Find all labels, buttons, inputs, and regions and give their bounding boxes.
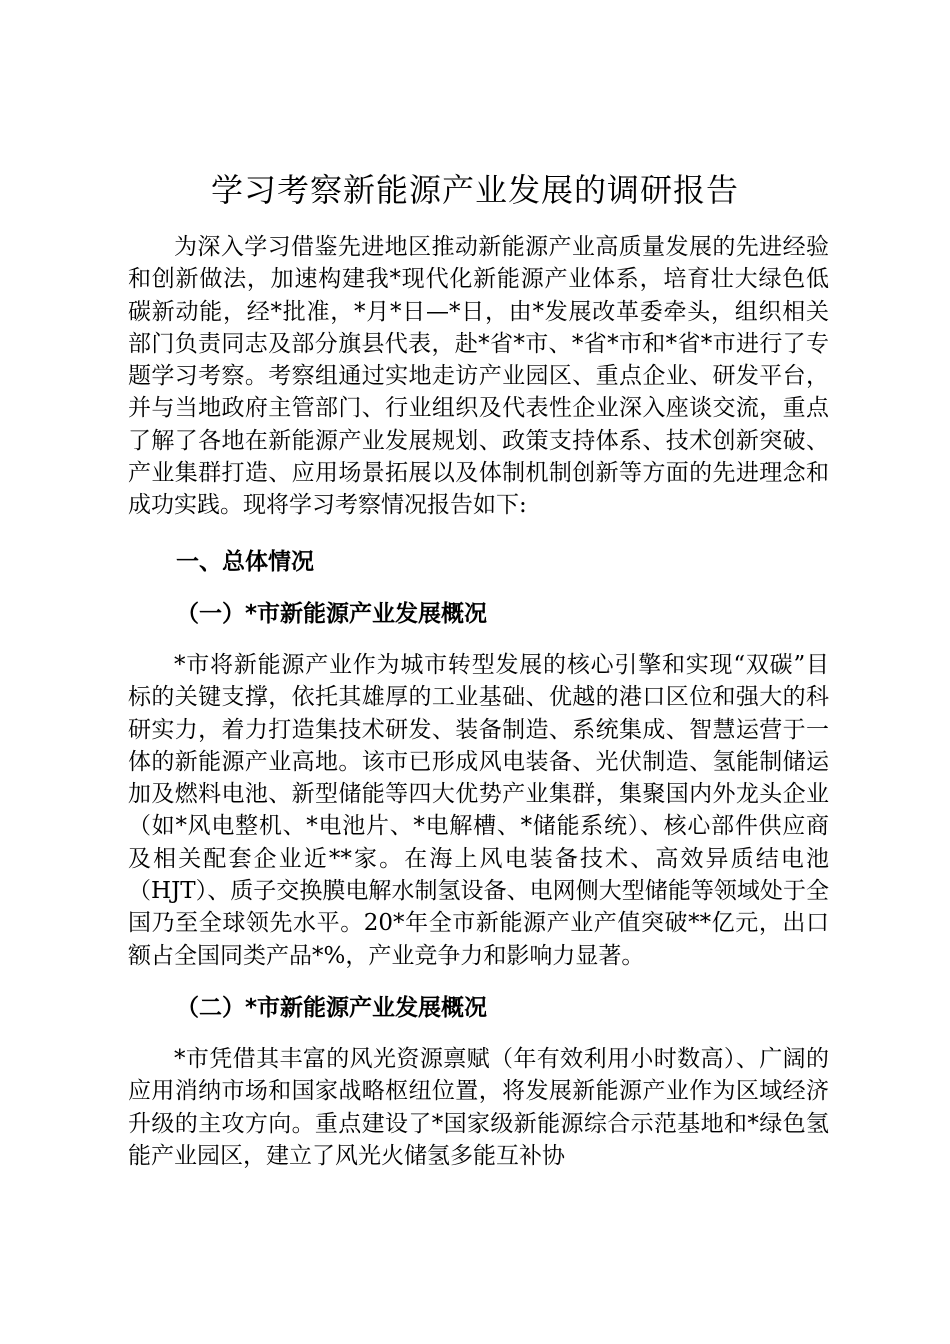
subsection-2-paragraph: *市凭借其丰富的风光资源禀赋（年有效利用小时数高）、广阔的应用消纳市场和国家战略枢纽位置，将发展新能源产业作为区域经济升级的主攻方向。重点建设了*国家级新能源综合示范基地和*绿色氢能产业园区，建立了风光火储氢多能互补协 xyxy=(128,1046,829,1169)
intro-paragraph: 为深入学习借鉴先进地区推动新能源产业高质量发展的先进经验和创新做法，加速构建我*现代化新能源产业体系，培育壮大绿色低碳新动能，经*批准，*月*日—*日，由*发展改革委牵头，组织相关部门负责同志及部分旗县代表，赴*省*市、*省*市和*省*市进行了专题学习考察。考察组通过实地走访产业园区、重点企业、研发平台，并与当地政府主管部门、行业组织及代表性企业深入座谈交流，重点了解了各地在新能源产业发展规划、政策支持体系、技术创新突破、产业集群打造、应用场景拓展以及体制机制创新等方面的先进理念和成功实践。现将学习考察情况报告如下: xyxy=(128,234,829,519)
subsection-heading-1: （一）*市新能源产业发展概况 xyxy=(176,601,488,627)
subsection-1-paragraph: *市将新能源产业作为城市转型发展的核心引擎和实现“双碳”目标的关键支撑，依托其雄厚的工业基础、优越的港口区位和强大的科研实力，着力打造集技术研发、装备制造、系统集成、智慧运营于一体的新能源产业高地。该市已形成风电装备、光伏制造、氢能制储运加及燃料电池、新型储能等四大优势产业集群，集聚国内外龙头企业（如*风电整机、*电池片、*电解槽、*储能系统）、核心部件供应商及相关配套企业近**家。在海上风电装备技术、高效异质结电池（HJT）、质子交换膜电解水制氢设备、电网侧大型储能等领域处于全国乃至全球领先水平。20*年全市新能源产业产值突破**亿元，出口额占全国同类产品*%，产业竞争力和影响力显著。 xyxy=(128,652,829,969)
document-title: 学习考察新能源产业发展的调研报告 xyxy=(210,171,739,209)
section-heading-overview: 一、总体情况 xyxy=(176,549,314,575)
subsection-heading-2: （二）*市新能源产业发展概况 xyxy=(176,995,488,1021)
